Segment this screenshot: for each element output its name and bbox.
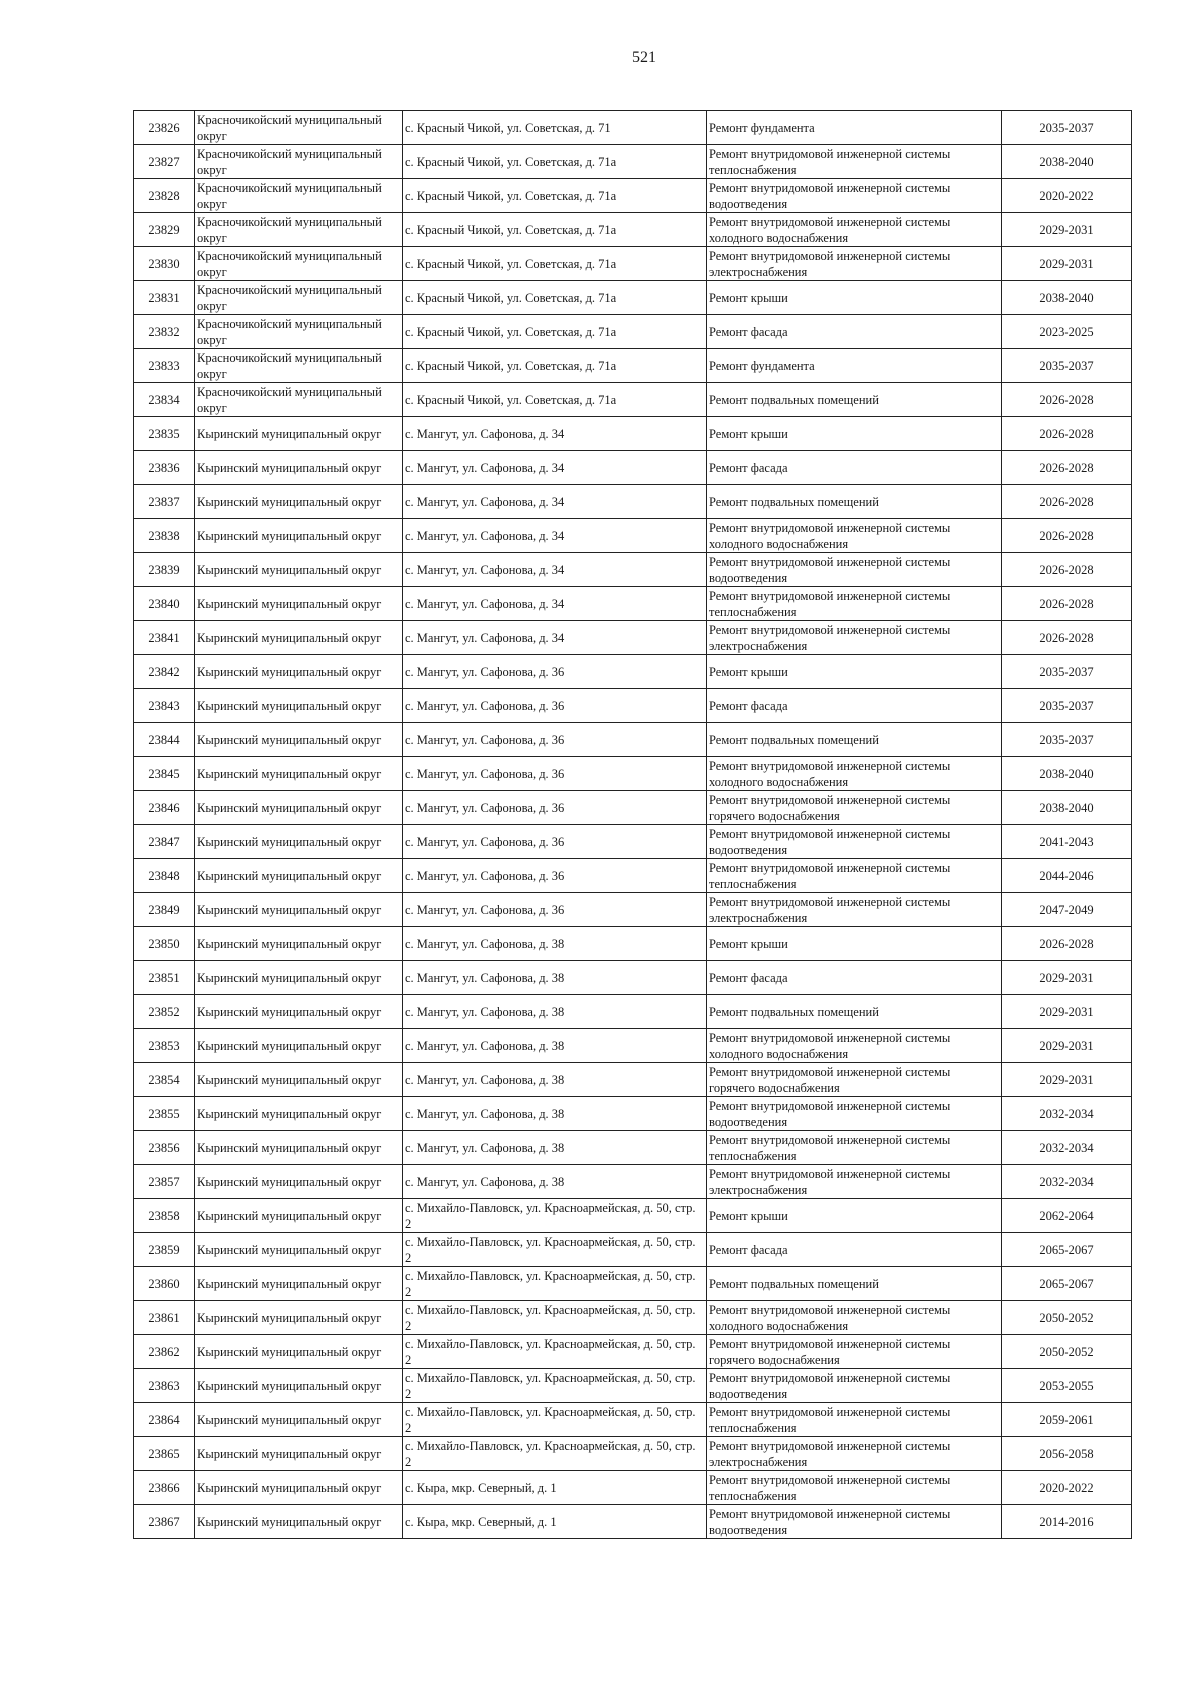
address-cell: с. Мангут, ул. Сафонова, д. 36: [403, 723, 707, 757]
row-number-cell: 23828: [134, 179, 195, 213]
table-row: [134, 553, 1132, 587]
table-row: [134, 1403, 1132, 1437]
row-number-cell: 23843: [134, 689, 195, 723]
row-number-cell: 23844: [134, 723, 195, 757]
row-number-cell: 23836: [134, 451, 195, 485]
period-cell: 2026-2028: [1002, 553, 1132, 587]
table-row: [134, 315, 1132, 349]
period-cell: 2023-2025: [1002, 315, 1132, 349]
period-cell: 2026-2028: [1002, 621, 1132, 655]
page-number: 521: [632, 49, 656, 66]
municipality-cell: Кыринский муниципальный округ: [195, 1471, 403, 1505]
period-cell: 2032-2034: [1002, 1131, 1132, 1165]
municipality-cell: Кыринский муниципальный округ: [195, 655, 403, 689]
work-type-cell: Ремонт крыши: [707, 655, 1002, 689]
municipality-cell: Красночикойский муниципальный округ: [195, 213, 403, 247]
table-row: [134, 1029, 1132, 1063]
registry-table: [133, 110, 1132, 1539]
municipality-cell: Кыринский муниципальный округ: [195, 1301, 403, 1335]
work-type-cell: Ремонт фасада: [707, 689, 1002, 723]
table-row: [134, 417, 1132, 451]
municipality-cell: Кыринский муниципальный округ: [195, 553, 403, 587]
row-number-cell: 23835: [134, 417, 195, 451]
work-type-cell: Ремонт внутридомовой инженерной системы водоотведения: [707, 1505, 1002, 1539]
table-row: [134, 247, 1132, 281]
row-number-cell: 23865: [134, 1437, 195, 1471]
address-cell: с. Мангут, ул. Сафонова, д. 38: [403, 961, 707, 995]
row-number-cell: 23866: [134, 1471, 195, 1505]
table-row: [134, 757, 1132, 791]
municipality-cell: Кыринский муниципальный округ: [195, 1029, 403, 1063]
work-type-cell: Ремонт подвальных помещений: [707, 485, 1002, 519]
municipality-cell: Кыринский муниципальный округ: [195, 825, 403, 859]
table-row: [134, 621, 1132, 655]
table-row: [134, 995, 1132, 1029]
period-cell: 2044-2046: [1002, 859, 1132, 893]
table-row: [134, 281, 1132, 315]
period-cell: 2029-2031: [1002, 1029, 1132, 1063]
period-cell: 2056-2058: [1002, 1437, 1132, 1471]
row-number-cell: 23838: [134, 519, 195, 553]
work-type-cell: Ремонт внутридомовой инженерной системы горячего водоснабжения: [707, 791, 1002, 825]
address-cell: с. Мангут, ул. Сафонова, д. 36: [403, 791, 707, 825]
address-cell: с. Красный Чикой, ул. Советская, д. 71а: [403, 383, 707, 417]
row-number-cell: 23861: [134, 1301, 195, 1335]
row-number-cell: 23854: [134, 1063, 195, 1097]
row-number-cell: 23851: [134, 961, 195, 995]
period-cell: 2038-2040: [1002, 757, 1132, 791]
address-cell: с. Мангут, ул. Сафонова, д. 38: [403, 927, 707, 961]
row-number-cell: 23834: [134, 383, 195, 417]
period-cell: 2041-2043: [1002, 825, 1132, 859]
row-number-cell: 23830: [134, 247, 195, 281]
work-type-cell: Ремонт крыши: [707, 1199, 1002, 1233]
work-type-cell: Ремонт подвальных помещений: [707, 723, 1002, 757]
period-cell: 2035-2037: [1002, 689, 1132, 723]
work-type-cell: Ремонт подвальных помещений: [707, 1267, 1002, 1301]
municipality-cell: Кыринский муниципальный округ: [195, 1131, 403, 1165]
work-type-cell: Ремонт внутридомовой инженерной системы теплоснабжения: [707, 859, 1002, 893]
table-row: [134, 111, 1132, 145]
municipality-cell: Красночикойский муниципальный округ: [195, 383, 403, 417]
table-row: [134, 145, 1132, 179]
work-type-cell: Ремонт внутридомовой инженерной системы холодного водоснабжения: [707, 1029, 1002, 1063]
period-cell: 2035-2037: [1002, 111, 1132, 145]
row-number-cell: 23827: [134, 145, 195, 179]
address-cell: с. Кыра, мкр. Северный, д. 1: [403, 1471, 707, 1505]
municipality-cell: Кыринский муниципальный округ: [195, 927, 403, 961]
table-row: [134, 791, 1132, 825]
municipality-cell: Кыринский муниципальный округ: [195, 791, 403, 825]
address-cell: с. Мангут, ул. Сафонова, д. 38: [403, 1097, 707, 1131]
municipality-cell: Красночикойский муниципальный округ: [195, 281, 403, 315]
table-row: [134, 1165, 1132, 1199]
municipality-cell: Кыринский муниципальный округ: [195, 1199, 403, 1233]
table-row: [134, 1131, 1132, 1165]
address-cell: с. Кыра, мкр. Северный, д. 1: [403, 1505, 707, 1539]
work-type-cell: Ремонт внутридомовой инженерной системы электроснабжения: [707, 247, 1002, 281]
address-cell: с. Михайло-Павловск, ул. Красноармейская, д. 50, стр. 2: [403, 1403, 707, 1437]
table-row: [134, 1199, 1132, 1233]
period-cell: 2014-2016: [1002, 1505, 1132, 1539]
work-type-cell: Ремонт фундамента: [707, 111, 1002, 145]
municipality-cell: Кыринский муниципальный округ: [195, 1369, 403, 1403]
row-number-cell: 23831: [134, 281, 195, 315]
work-type-cell: Ремонт внутридомовой инженерной системы водоотведения: [707, 1097, 1002, 1131]
municipality-cell: Кыринский муниципальный округ: [195, 859, 403, 893]
municipality-cell: Кыринский муниципальный округ: [195, 417, 403, 451]
work-type-cell: Ремонт внутридомовой инженерной системы холодного водоснабжения: [707, 519, 1002, 553]
period-cell: 2035-2037: [1002, 723, 1132, 757]
period-cell: 2026-2028: [1002, 519, 1132, 553]
work-type-cell: Ремонт внутридомовой инженерной системы теплоснабжения: [707, 145, 1002, 179]
work-type-cell: Ремонт внутридомовой инженерной системы теплоснабжения: [707, 1403, 1002, 1437]
work-type-cell: Ремонт внутридомовой инженерной системы горячего водоснабжения: [707, 1063, 1002, 1097]
work-type-cell: Ремонт внутридомовой инженерной системы водоотведения: [707, 553, 1002, 587]
address-cell: с. Мангут, ул. Сафонова, д. 36: [403, 757, 707, 791]
row-number-cell: 23849: [134, 893, 195, 927]
period-cell: 2029-2031: [1002, 995, 1132, 1029]
period-cell: 2026-2028: [1002, 587, 1132, 621]
municipality-cell: Красночикойский муниципальный округ: [195, 247, 403, 281]
row-number-cell: 23852: [134, 995, 195, 1029]
period-cell: 2038-2040: [1002, 145, 1132, 179]
table-row: [134, 825, 1132, 859]
work-type-cell: Ремонт внутридомовой инженерной системы горячего водоснабжения: [707, 1335, 1002, 1369]
row-number-cell: 23839: [134, 553, 195, 587]
address-cell: с. Красный Чикой, ул. Советская, д. 71а: [403, 315, 707, 349]
row-number-cell: 23855: [134, 1097, 195, 1131]
address-cell: с. Красный Чикой, ул. Советская, д. 71а: [403, 213, 707, 247]
municipality-cell: Кыринский муниципальный округ: [195, 519, 403, 553]
address-cell: с. Красный Чикой, ул. Советская, д. 71а: [403, 179, 707, 213]
work-type-cell: Ремонт внутридомовой инженерной системы водоотведения: [707, 1369, 1002, 1403]
municipality-cell: Кыринский муниципальный округ: [195, 893, 403, 927]
period-cell: 2047-2049: [1002, 893, 1132, 927]
table-row: [134, 1267, 1132, 1301]
address-cell: с. Мангут, ул. Сафонова, д. 34: [403, 553, 707, 587]
address-cell: с. Красный Чикой, ул. Советская, д. 71а: [403, 145, 707, 179]
municipality-cell: Кыринский муниципальный округ: [195, 757, 403, 791]
municipality-cell: Кыринский муниципальный округ: [195, 485, 403, 519]
municipality-cell: Красночикойский муниципальный округ: [195, 111, 403, 145]
row-number-cell: 23845: [134, 757, 195, 791]
municipality-cell: Кыринский муниципальный округ: [195, 1403, 403, 1437]
period-cell: 2026-2028: [1002, 927, 1132, 961]
period-cell: 2029-2031: [1002, 247, 1132, 281]
work-type-cell: Ремонт внутридомовой инженерной системы теплоснабжения: [707, 1131, 1002, 1165]
municipality-cell: Красночикойский муниципальный округ: [195, 179, 403, 213]
address-cell: с. Красный Чикой, ул. Советская, д. 71а: [403, 281, 707, 315]
address-cell: с. Красный Чикой, ул. Советская, д. 71: [403, 111, 707, 145]
period-cell: 2050-2052: [1002, 1301, 1132, 1335]
period-cell: 2026-2028: [1002, 417, 1132, 451]
row-number-cell: 23862: [134, 1335, 195, 1369]
table-row: [134, 213, 1132, 247]
period-cell: 2026-2028: [1002, 383, 1132, 417]
row-number-cell: 23856: [134, 1131, 195, 1165]
address-cell: с. Михайло-Павловск, ул. Красноармейская, д. 50, стр. 2: [403, 1301, 707, 1335]
work-type-cell: Ремонт крыши: [707, 927, 1002, 961]
period-cell: 2053-2055: [1002, 1369, 1132, 1403]
address-cell: с. Мангут, ул. Сафонова, д. 34: [403, 519, 707, 553]
address-cell: с. Мангут, ул. Сафонова, д. 34: [403, 451, 707, 485]
address-cell: с. Михайло-Павловск, ул. Красноармейская, д. 50, стр. 2: [403, 1335, 707, 1369]
municipality-cell: Кыринский муниципальный округ: [195, 1165, 403, 1199]
period-cell: 2026-2028: [1002, 451, 1132, 485]
table-row: [134, 587, 1132, 621]
address-cell: с. Мангут, ул. Сафонова, д. 38: [403, 1131, 707, 1165]
row-number-cell: 23864: [134, 1403, 195, 1437]
work-type-cell: Ремонт внутридомовой инженерной системы водоотведения: [707, 825, 1002, 859]
address-cell: с. Михайло-Павловск, ул. Красноармейская, д. 50, стр. 2: [403, 1369, 707, 1403]
address-cell: с. Мангут, ул. Сафонова, д. 38: [403, 1029, 707, 1063]
row-number-cell: 23850: [134, 927, 195, 961]
municipality-cell: Красночикойский муниципальный округ: [195, 145, 403, 179]
period-cell: 2029-2031: [1002, 961, 1132, 995]
work-type-cell: Ремонт внутридомовой инженерной системы холодного водоснабжения: [707, 1301, 1002, 1335]
municipality-cell: Кыринский муниципальный округ: [195, 1267, 403, 1301]
period-cell: 2035-2037: [1002, 655, 1132, 689]
municipality-cell: Кыринский муниципальный округ: [195, 621, 403, 655]
work-type-cell: Ремонт внутридомовой инженерной системы холодного водоснабжения: [707, 757, 1002, 791]
address-cell: с. Михайло-Павловск, ул. Красноармейская, д. 50, стр. 2: [403, 1267, 707, 1301]
municipality-cell: Кыринский муниципальный округ: [195, 723, 403, 757]
work-type-cell: Ремонт внутридомовой инженерной системы электроснабжения: [707, 893, 1002, 927]
period-cell: 2026-2028: [1002, 485, 1132, 519]
period-cell: 2050-2052: [1002, 1335, 1132, 1369]
period-cell: 2038-2040: [1002, 791, 1132, 825]
work-type-cell: Ремонт фундамента: [707, 349, 1002, 383]
row-number-cell: 23860: [134, 1267, 195, 1301]
table-row: [134, 519, 1132, 553]
address-cell: с. Мангут, ул. Сафонова, д. 36: [403, 893, 707, 927]
work-type-cell: Ремонт фасада: [707, 451, 1002, 485]
period-cell: 2059-2061: [1002, 1403, 1132, 1437]
table-row: [134, 451, 1132, 485]
table-row: [134, 179, 1132, 213]
address-cell: с. Мангут, ул. Сафонова, д. 38: [403, 1063, 707, 1097]
table-row: [134, 349, 1132, 383]
row-number-cell: 23829: [134, 213, 195, 247]
row-number-cell: 23837: [134, 485, 195, 519]
municipality-cell: Кыринский муниципальный округ: [195, 1063, 403, 1097]
municipality-cell: Кыринский муниципальный округ: [195, 1335, 403, 1369]
address-cell: с. Красный Чикой, ул. Советская, д. 71а: [403, 247, 707, 281]
work-type-cell: Ремонт фасада: [707, 1233, 1002, 1267]
municipality-cell: Кыринский муниципальный округ: [195, 689, 403, 723]
row-number-cell: 23859: [134, 1233, 195, 1267]
period-cell: 2020-2022: [1002, 179, 1132, 213]
address-cell: с. Мангут, ул. Сафонова, д. 34: [403, 621, 707, 655]
table-row: [134, 655, 1132, 689]
table-row: [134, 1471, 1132, 1505]
table-row: [134, 1369, 1132, 1403]
registry-table-body: [134, 111, 1132, 1539]
row-number-cell: 23863: [134, 1369, 195, 1403]
address-cell: с. Михайло-Павловск, ул. Красноармейская, д. 50, стр. 2: [403, 1233, 707, 1267]
work-type-cell: Ремонт подвальных помещений: [707, 383, 1002, 417]
table-row: [134, 383, 1132, 417]
work-type-cell: Ремонт внутридомовой инженерной системы теплоснабжения: [707, 587, 1002, 621]
table-row: [134, 893, 1132, 927]
table-row: [134, 723, 1132, 757]
work-type-cell: Ремонт подвальных помещений: [707, 995, 1002, 1029]
address-cell: с. Красный Чикой, ул. Советская, д. 71а: [403, 349, 707, 383]
address-cell: с. Михайло-Павловск, ул. Красноармейская, д. 50, стр. 2: [403, 1437, 707, 1471]
address-cell: с. Мангут, ул. Сафонова, д. 36: [403, 689, 707, 723]
row-number-cell: 23841: [134, 621, 195, 655]
municipality-cell: Кыринский муниципальный округ: [195, 961, 403, 995]
row-number-cell: 23846: [134, 791, 195, 825]
table-row: [134, 961, 1132, 995]
row-number-cell: 23840: [134, 587, 195, 621]
work-type-cell: Ремонт фасада: [707, 961, 1002, 995]
table-row: [134, 689, 1132, 723]
address-cell: с. Мангут, ул. Сафонова, д. 34: [403, 417, 707, 451]
address-cell: с. Мангут, ул. Сафонова, д. 34: [403, 587, 707, 621]
address-cell: с. Мангут, ул. Сафонова, д. 38: [403, 1165, 707, 1199]
table-row: [134, 1301, 1132, 1335]
work-type-cell: Ремонт фасада: [707, 315, 1002, 349]
municipality-cell: Кыринский муниципальный округ: [195, 995, 403, 1029]
work-type-cell: Ремонт внутридомовой инженерной системы водоотведения: [707, 179, 1002, 213]
table-row: [134, 927, 1132, 961]
row-number-cell: 23848: [134, 859, 195, 893]
row-number-cell: 23858: [134, 1199, 195, 1233]
period-cell: 2065-2067: [1002, 1267, 1132, 1301]
work-type-cell: Ремонт внутридомовой инженерной системы электроснабжения: [707, 1165, 1002, 1199]
table-row: [134, 1437, 1132, 1471]
row-number-cell: 23847: [134, 825, 195, 859]
work-type-cell: Ремонт крыши: [707, 281, 1002, 315]
municipality-cell: Кыринский муниципальный округ: [195, 1437, 403, 1471]
table-row: [134, 859, 1132, 893]
municipality-cell: Кыринский муниципальный округ: [195, 1097, 403, 1131]
table-row: [134, 485, 1132, 519]
period-cell: 2032-2034: [1002, 1097, 1132, 1131]
row-number-cell: 23833: [134, 349, 195, 383]
municipality-cell: Кыринский муниципальный округ: [195, 1233, 403, 1267]
address-cell: с. Михайло-Павловск, ул. Красноармейская, д. 50, стр. 2: [403, 1199, 707, 1233]
period-cell: 2020-2022: [1002, 1471, 1132, 1505]
address-cell: с. Мангут, ул. Сафонова, д. 36: [403, 655, 707, 689]
row-number-cell: 23842: [134, 655, 195, 689]
table-row: [134, 1505, 1132, 1539]
table-row: [134, 1233, 1132, 1267]
municipality-cell: Красночикойский муниципальный округ: [195, 315, 403, 349]
address-cell: с. Мангут, ул. Сафонова, д. 38: [403, 995, 707, 1029]
municipality-cell: Кыринский муниципальный округ: [195, 451, 403, 485]
period-cell: 2035-2037: [1002, 349, 1132, 383]
row-number-cell: 23853: [134, 1029, 195, 1063]
address-cell: с. Мангут, ул. Сафонова, д. 34: [403, 485, 707, 519]
table-row: [134, 1335, 1132, 1369]
table-row: [134, 1063, 1132, 1097]
address-cell: с. Мангут, ул. Сафонова, д. 36: [403, 859, 707, 893]
municipality-cell: Кыринский муниципальный округ: [195, 1505, 403, 1539]
period-cell: 2038-2040: [1002, 281, 1132, 315]
municipality-cell: Красночикойский муниципальный округ: [195, 349, 403, 383]
period-cell: 2032-2034: [1002, 1165, 1132, 1199]
row-number-cell: 23857: [134, 1165, 195, 1199]
table-row: [134, 1097, 1132, 1131]
municipality-cell: Кыринский муниципальный округ: [195, 587, 403, 621]
address-cell: с. Мангут, ул. Сафонова, д. 36: [403, 825, 707, 859]
work-type-cell: Ремонт внутридомовой инженерной системы теплоснабжения: [707, 1471, 1002, 1505]
row-number-cell: 23826: [134, 111, 195, 145]
period-cell: 2062-2064: [1002, 1199, 1132, 1233]
period-cell: 2065-2067: [1002, 1233, 1132, 1267]
work-type-cell: Ремонт крыши: [707, 417, 1002, 451]
work-type-cell: Ремонт внутридомовой инженерной системы электроснабжения: [707, 621, 1002, 655]
row-number-cell: 23867: [134, 1505, 195, 1539]
period-cell: 2029-2031: [1002, 213, 1132, 247]
period-cell: 2029-2031: [1002, 1063, 1132, 1097]
row-number-cell: 23832: [134, 315, 195, 349]
work-type-cell: Ремонт внутридомовой инженерной системы холодного водоснабжения: [707, 213, 1002, 247]
work-type-cell: Ремонт внутридомовой инженерной системы электроснабжения: [707, 1437, 1002, 1471]
